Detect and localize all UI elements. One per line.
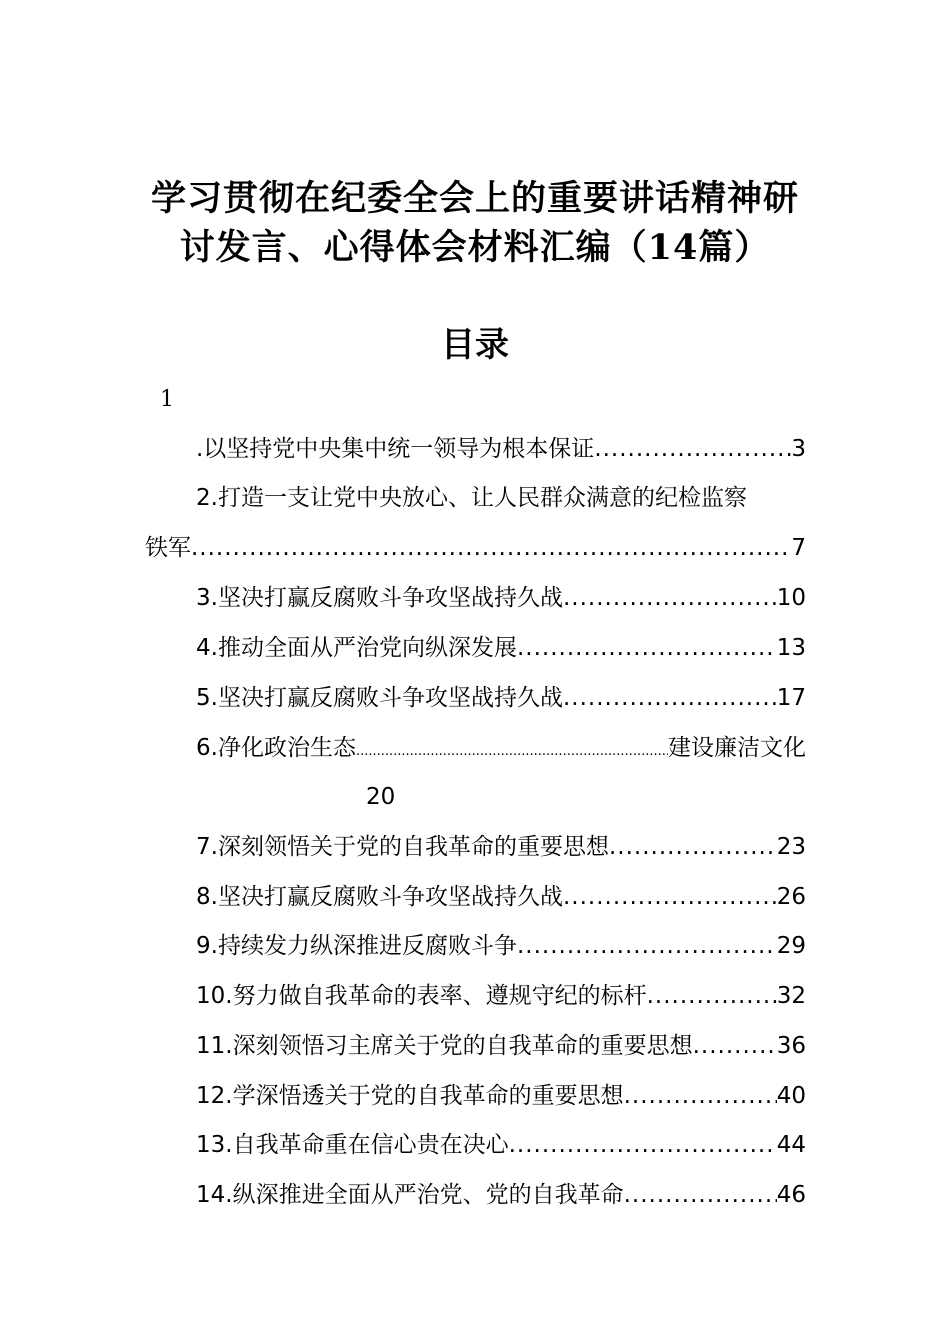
- toc-dot-leader: [509, 1128, 777, 1162]
- toc-entry-title: 9.持续发力纵深推进反腐败斗争: [196, 933, 517, 959]
- toc-entry-4[interactable]: [196, 631, 806, 665]
- toc-entry-title: 2.打造一支让党中央放心、让人民群众满意的纪检监察: [196, 485, 747, 511]
- toc-entry-title: 4.推动全面从严治党向纵深发展: [196, 635, 517, 661]
- toc-dot-leader: [517, 929, 777, 963]
- toc-dot-leader: [594, 432, 791, 466]
- toc-entry-title: 13.自我革命重在信心贵在决心: [196, 1132, 509, 1158]
- toc-entry-title: .以坚持党中央集中统一领导为根本保证: [196, 436, 595, 462]
- toc-entry-10[interactable]: [196, 979, 806, 1013]
- toc-entry-14[interactable]: [196, 1178, 806, 1212]
- toc-entry-title-continued: 建设廉洁文化: [668, 735, 806, 761]
- toc-dot-leader: [693, 1029, 777, 1063]
- toc-entry-title: 12.学深悟透关于党的自我革命的重要思想: [196, 1083, 624, 1109]
- toc-dot-leader: [563, 581, 777, 615]
- toc-dot-leader: [624, 1079, 777, 1113]
- toc-dot-leader: [517, 631, 777, 665]
- toc-entry-title: 8.坚决打赢反腐败斗争攻坚战持久战: [196, 884, 563, 910]
- toc-entry-11[interactable]: [196, 1029, 806, 1063]
- toc-entry-2-continued[interactable]: [145, 531, 806, 565]
- toc-entry-title: 14.纵深推进全面从严治党、党的自我革命: [196, 1182, 624, 1208]
- toc-entry-page: 3: [791, 436, 806, 462]
- toc-entry-title: 铁军: [145, 535, 191, 561]
- toc-entry-page: 46: [776, 1182, 806, 1208]
- toc-entry-page: 29: [776, 933, 806, 959]
- toc-entry-title: 7.深刻领悟关于党的自我革命的重要思想: [196, 834, 609, 860]
- toc-entry-2[interactable]: [196, 481, 806, 515]
- toc-dot-leader: [563, 681, 777, 715]
- toc-entry-page: 17: [776, 685, 806, 711]
- toc-entry-page: 13: [776, 635, 806, 661]
- toc-entry-title: 11.深刻领悟习主席关于党的自我革命的重要思想: [196, 1033, 693, 1059]
- toc-entry-6-page[interactable]: 20: [366, 784, 396, 810]
- toc-entry-title: 10.努力做自我革命的表率、遵规守纪的标杆: [196, 983, 647, 1009]
- toc-entry-page: 40: [776, 1083, 806, 1109]
- toc-entry-title: 3.坚决打赢反腐败斗争攻坚战持久战: [196, 585, 563, 611]
- toc-entry-title: 5.坚决打赢反腐败斗争攻坚战持久战: [196, 685, 563, 711]
- toc-dot-leader: [624, 1178, 777, 1212]
- toc-entry-1[interactable]: [196, 432, 806, 466]
- toc-entry-8[interactable]: [196, 880, 806, 914]
- toc-entry-page: 44: [776, 1132, 806, 1158]
- toc-entry-9[interactable]: [196, 929, 806, 963]
- toc-entry-5[interactable]: [196, 681, 806, 715]
- toc-entry-page: 26: [776, 884, 806, 910]
- toc-dot-leader: [609, 830, 777, 864]
- toc-dot-leader: [356, 735, 668, 765]
- toc-dot-leader: [191, 531, 791, 565]
- toc-entry-page: 7: [791, 535, 806, 561]
- toc-dot-leader: [563, 880, 777, 914]
- toc-entry-12[interactable]: [196, 1079, 806, 1113]
- toc-entry-page: 32: [776, 983, 806, 1009]
- toc-entry-6[interactable]: [196, 731, 806, 765]
- toc-entry-title: 6.净化政治生态: [196, 735, 356, 761]
- toc-dot-leader: [647, 979, 777, 1013]
- document-title-line-2: 讨发言、心得体会材料汇编（14篇）: [179, 227, 771, 268]
- toc-entry-7[interactable]: [196, 830, 806, 864]
- toc-entry-page: 23: [776, 834, 806, 860]
- toc-entry-page: 36: [776, 1033, 806, 1059]
- toc-heading: 目录: [441, 325, 509, 365]
- stray-number: 1: [160, 387, 174, 412]
- document-title-line-1: 学习贯彻在纪委全会上的重要讲话精神研: [150, 178, 799, 219]
- toc-entry-13[interactable]: [196, 1128, 806, 1162]
- toc-entry-3[interactable]: [196, 581, 806, 615]
- toc-entry-page: 10: [776, 585, 806, 611]
